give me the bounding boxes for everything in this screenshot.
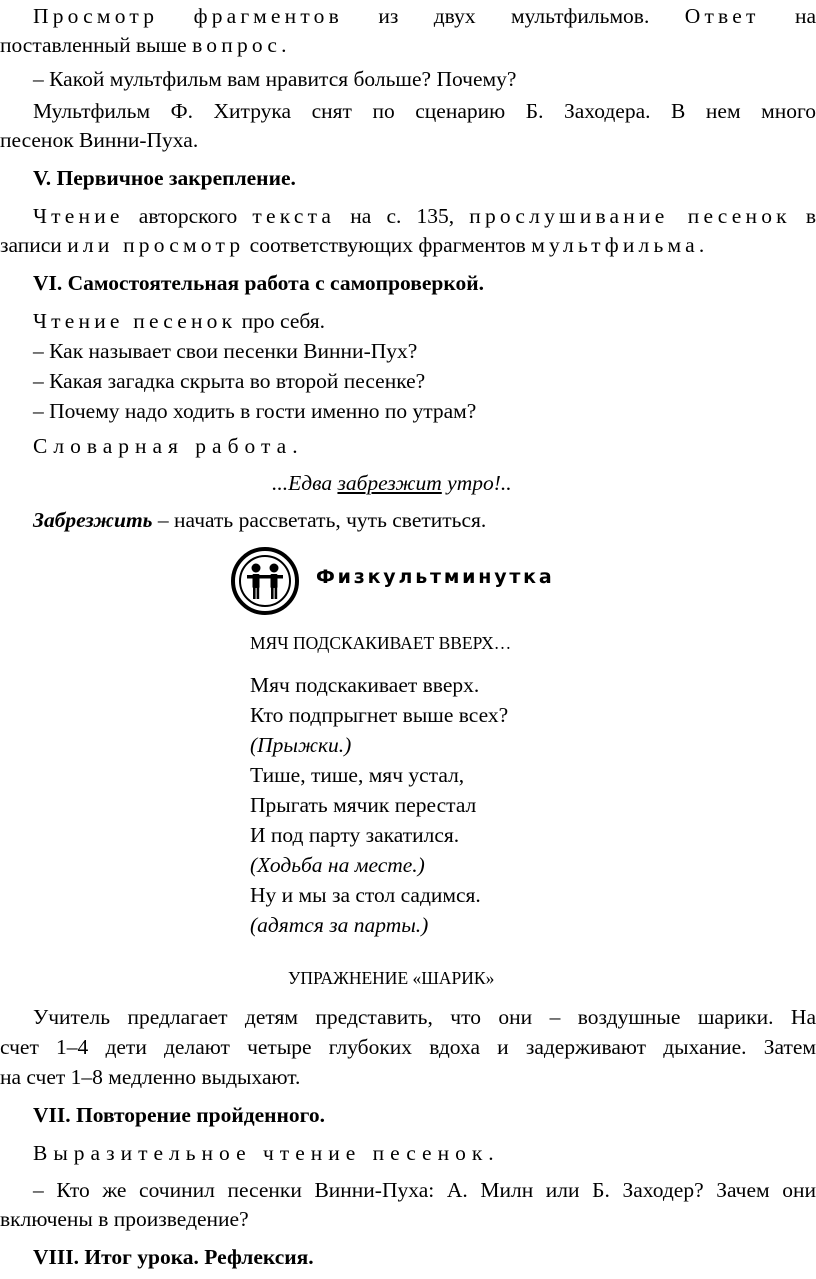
paragraph-line: песенок Винни-Пуха. xyxy=(0,128,199,152)
poem-block xyxy=(250,670,508,940)
paragraph-line: на счет 1–8 медленно выдыхают. xyxy=(0,1065,301,1089)
poem-line: Ну и мы за стол садимся. xyxy=(250,883,481,907)
fizkultminutka-title: Физкультминутка xyxy=(316,566,555,588)
exercise-title: УПРАЖНЕНИЕ «ШАРИК» xyxy=(288,968,495,988)
paragraph-line: счет 1–4 дети делают четыре глубоких вдоха и задерживают дыхание. Затем xyxy=(0,1035,816,1059)
paragraph-expressive-reading: Выразительное чтение песенок. xyxy=(33,1141,500,1165)
paragraph-reading-songs: Чтение песенок про себя. xyxy=(33,309,326,333)
paragraph-reading-line1: Чтение авторского текста на с. 135, прослушивание песенок в xyxy=(33,204,816,228)
poem-line: Прыгать мячик перестал xyxy=(250,793,477,817)
paragraph-viewing-line2: поставленный выше вопрос. xyxy=(0,33,291,57)
fizkultminutka-banner xyxy=(230,546,610,618)
section-heading-vi: VI. Самостоятельная работа с самопроверкой. xyxy=(33,271,484,295)
section-heading-vii: VII. Повторение пройденного. xyxy=(33,1103,326,1127)
question-line: – Как называет свои песенки Винни-Пух? xyxy=(33,339,418,363)
poem-line: И под парту закатился. xyxy=(250,823,460,847)
definition-term: Забрезжить xyxy=(33,508,153,532)
question-line: – Почему надо ходить в гости именно по утрам? xyxy=(33,399,477,423)
section-heading-v: V. Первичное закрепление. xyxy=(33,166,296,190)
poem-line: Тише, тише, мяч устал, xyxy=(250,763,465,787)
paragraph-line: Мультфильм Ф. Хитрука снят по сценарию Б. Заходера. В нем много xyxy=(33,99,816,123)
poem-line: Мяч подскакивает вверх. xyxy=(250,673,480,697)
question-line: – Какая загадка скрыта во второй песенке? xyxy=(33,369,426,393)
poem-title: МЯЧ ПОДСКАКИВАЕТ ВВЕРХ… xyxy=(250,633,512,653)
poem-line: Кто подпрыгнет выше всех? xyxy=(250,703,509,727)
definition-line: Забрезжить – начать рассветать, чуть светиться. xyxy=(33,508,487,532)
quote-line: ...Едва забрезжит утро!.. xyxy=(272,471,512,495)
question-line: – Какой мультфильм вам нравится больше? Почему? xyxy=(33,67,517,91)
paragraph-reading-line2: записи или просмотр соответствующих фрагментов мультфильма. xyxy=(0,233,709,257)
two-figures-circle-icon xyxy=(230,546,300,616)
poem-line: (Прыжки.) xyxy=(250,733,352,757)
paragraph-line: Учитель предлагает детям представить, что они – воздушные шарики. На xyxy=(33,1005,816,1029)
poem-line: (адятся за парты.) xyxy=(250,913,429,937)
section-heading-viii: VIII. Итог урока. Рефлексия. xyxy=(33,1245,314,1269)
question-line: включены в произведение? xyxy=(0,1207,249,1231)
paragraph-viewing-line1: Просмотр фрагментов из двух мультфильмов. Ответ на xyxy=(33,4,816,28)
vocabulary-heading: Словарная работа. xyxy=(33,434,304,458)
question-line: – Кто же сочинил песенки Винни-Пуха: А. Милн или Б. Заходер? Зачем они xyxy=(33,1178,816,1202)
poem-line: (Ходьба на месте.) xyxy=(250,853,425,877)
